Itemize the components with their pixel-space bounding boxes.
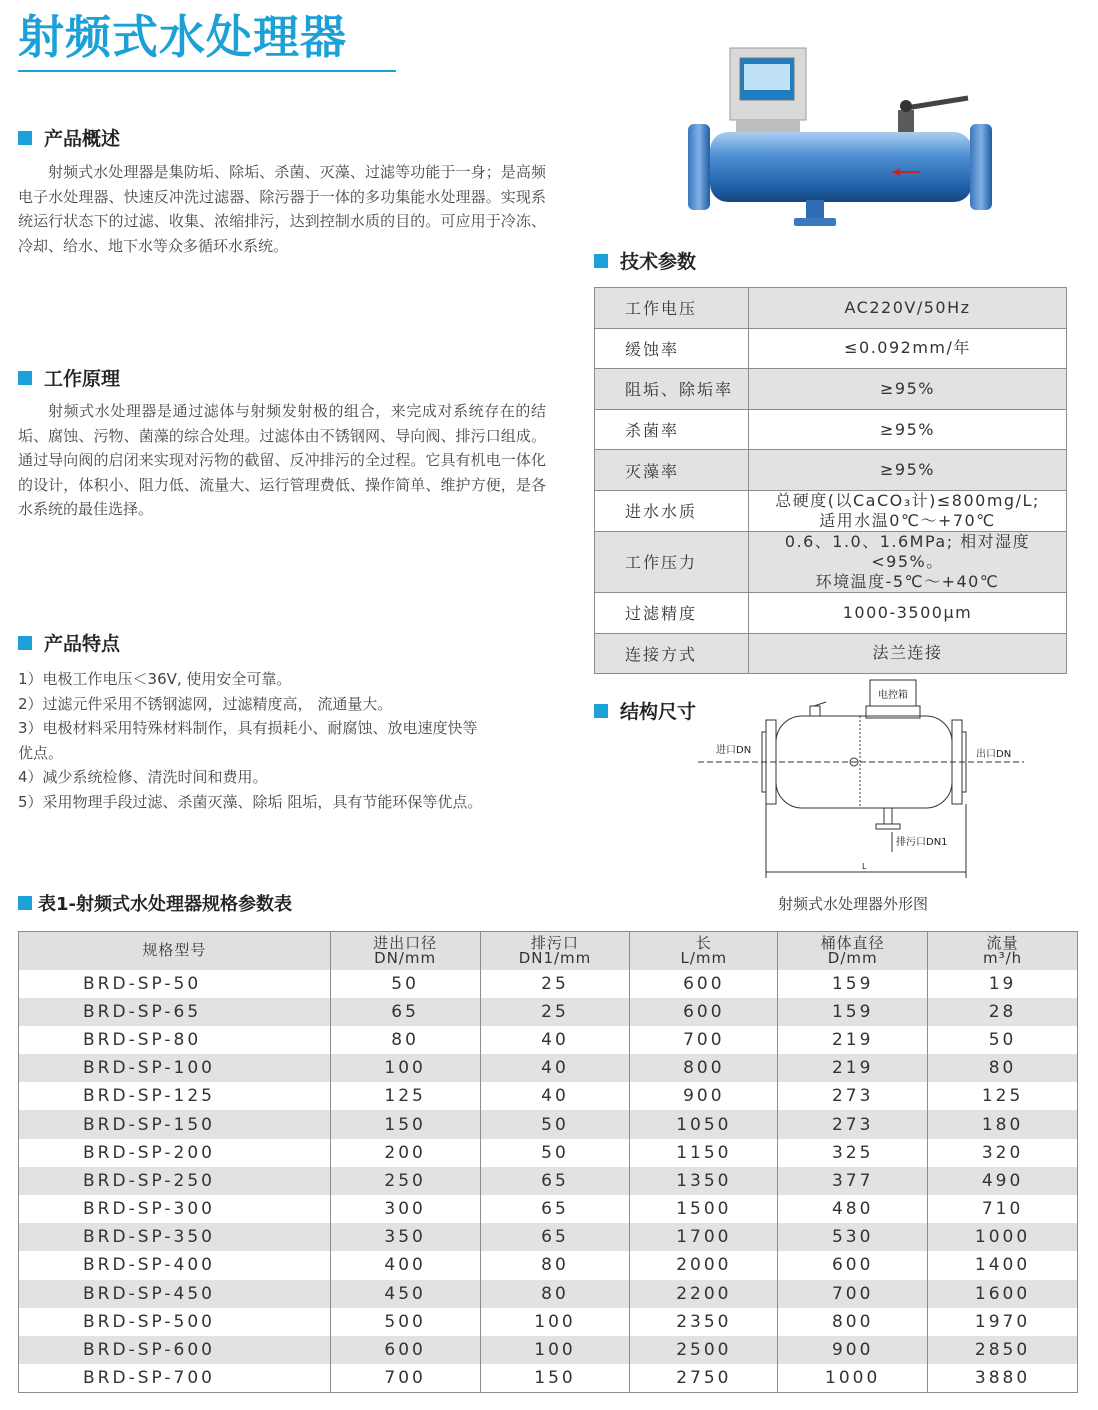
length-cell: 2500 <box>630 1336 778 1364</box>
model-cell: BRD-SP-200 <box>83 1142 215 1163</box>
section-marker-icon <box>594 704 608 718</box>
param-name: 杀菌率 <box>595 409 749 450</box>
param-value-line: 适用水温0℃～+70℃ <box>819 510 996 530</box>
table-row <box>595 288 1067 329</box>
flow-cell: 320 <box>928 1139 1078 1167</box>
table-row <box>19 1110 1078 1138</box>
diameter-cell: 273 <box>778 1110 928 1138</box>
param-name: 过滤精度 <box>595 592 749 633</box>
table-row <box>19 1336 1078 1364</box>
features-list <box>18 667 548 814</box>
diameter-cell: 273 <box>778 1082 928 1110</box>
diameter-cell: 219 <box>778 1026 928 1054</box>
table-row <box>595 328 1067 369</box>
drain-dn-cell: 80 <box>480 1251 630 1279</box>
model-cell: BRD-SP-300 <box>83 1199 215 1220</box>
drain-dn-cell: 65 <box>480 1167 630 1195</box>
feature-item: 3）电极材料采用特殊材料制作，具有损耗小、耐腐蚀、放电速度快等 <box>18 719 478 737</box>
inlet-dn-cell: 350 <box>330 1223 480 1251</box>
column-header: 排污口 DN1/mm <box>480 932 630 970</box>
page-title: 射频式水处理器 <box>18 10 347 64</box>
diameter-cell: 530 <box>778 1223 928 1251</box>
model-cell: BRD-SP-80 <box>83 1029 202 1050</box>
flow-cell: 490 <box>928 1167 1078 1195</box>
table-row <box>19 1139 1078 1167</box>
drain-dn-cell: 40 <box>480 1054 630 1082</box>
inlet-dn-cell: 500 <box>330 1308 480 1336</box>
product-photo <box>684 44 994 234</box>
section-marker-icon <box>594 254 608 268</box>
drain-dn-cell: 65 <box>480 1223 630 1251</box>
param-name: 进水水质 <box>595 490 749 531</box>
diagram-label-length: L <box>862 862 867 871</box>
title-underline <box>18 70 396 72</box>
param-value: 1000-3500μm <box>749 592 1067 633</box>
flow-cell: 1600 <box>928 1280 1078 1308</box>
model-cell: BRD-SP-250 <box>19 1167 331 1195</box>
inlet-dn-cell: 100 <box>330 1054 480 1082</box>
features-heading-text: 产品特点 <box>44 633 121 655</box>
feature-item: 1）电极工作电压＜36V, 使用安全可靠。 <box>18 670 292 688</box>
flow-cell: 2850 <box>928 1336 1078 1364</box>
model-cell: BRD-SP-100 <box>19 1054 331 1082</box>
table-row <box>19 1167 1078 1195</box>
flow-cell: 125 <box>928 1082 1078 1110</box>
drain-dn-cell: 100 <box>480 1308 630 1336</box>
table-row <box>19 1280 1078 1308</box>
tech-param-table <box>594 287 1067 674</box>
drain-dn-cell: 80 <box>480 1280 630 1308</box>
param-name: 灭藻率 <box>595 450 749 491</box>
column-header: 进出口径 DN/mm <box>330 932 480 970</box>
length-cell: 2200 <box>630 1280 778 1308</box>
flow-cell: 19 <box>928 970 1078 998</box>
inlet-dn-cell: 50 <box>330 970 480 998</box>
table-row <box>19 1251 1078 1279</box>
table-row <box>595 450 1067 491</box>
model-cell: BRD-SP-125 <box>83 1086 215 1107</box>
flow-cell: 180 <box>928 1110 1078 1138</box>
table-row <box>595 592 1067 633</box>
diagram-label-outlet: 出口DN <box>976 749 1012 760</box>
feature-item: 4）减少系统检修、清洗时间和费用。 <box>18 768 268 786</box>
param-name: 缓蚀率 <box>595 328 749 369</box>
model-cell: BRD-SP-65 <box>19 998 331 1026</box>
diameter-cell: 700 <box>778 1280 928 1308</box>
table-row <box>19 1054 1078 1082</box>
column-header: 桶体直径 D/mm <box>778 932 928 970</box>
table-row <box>595 369 1067 410</box>
diagram-label-drain: 排污口DN1 <box>896 837 948 848</box>
diameter-cell: 219 <box>778 1054 928 1082</box>
drain-dn-cell: 25 <box>480 998 630 1026</box>
flow-cell: 1970 <box>928 1308 1078 1336</box>
structure-diagram <box>694 676 1030 882</box>
drain-dn-cell: 65 <box>480 1195 630 1223</box>
param-value: 法兰连接 <box>749 633 1067 674</box>
table-row <box>595 531 1067 592</box>
param-name: 工作电压 <box>595 288 749 329</box>
param-value: ≥95% <box>749 369 1067 410</box>
section-marker-icon <box>18 896 32 910</box>
diameter-cell: 800 <box>778 1308 928 1336</box>
spec-table <box>18 931 1078 1393</box>
diameter-cell: 159 <box>778 970 928 998</box>
drain-dn-cell: 50 <box>480 1139 630 1167</box>
flow-cell: 28 <box>928 998 1078 1026</box>
inlet-dn-cell: 400 <box>330 1251 480 1279</box>
length-cell: 600 <box>630 998 778 1026</box>
diameter-cell: 600 <box>778 1251 928 1279</box>
param-name: 连接方式 <box>595 633 749 674</box>
param-value-line: 总硬度(以CaCO₃计)≤800mg/L; <box>775 490 1040 510</box>
inlet-dn-cell: 125 <box>330 1082 480 1110</box>
length-cell: 1050 <box>630 1110 778 1138</box>
length-cell: 1150 <box>630 1139 778 1167</box>
overview-heading <box>18 124 120 151</box>
table-row <box>19 1308 1078 1336</box>
diagram-caption: 射频式水处理器外形图 <box>778 895 929 913</box>
flow-cell: 710 <box>928 1195 1078 1223</box>
length-cell: 1500 <box>630 1195 778 1223</box>
tech-heading <box>594 247 696 274</box>
inlet-dn-cell: 65 <box>330 998 480 1026</box>
drain-dn-cell: 40 <box>480 1082 630 1110</box>
section-marker-icon <box>18 131 32 145</box>
inlet-dn-cell: 200 <box>330 1139 480 1167</box>
diameter-cell: 480 <box>778 1195 928 1223</box>
diameter-cell: 1000 <box>778 1364 928 1392</box>
diameter-cell: 159 <box>778 998 928 1026</box>
principle-heading <box>18 364 120 391</box>
param-name: 阻垢、除垢率 <box>595 369 749 410</box>
model-cell: BRD-SP-700 <box>83 1367 215 1388</box>
model-cell: BRD-SP-400 <box>83 1255 215 1276</box>
length-cell: 1700 <box>630 1223 778 1251</box>
section-marker-icon <box>18 636 32 650</box>
table-row <box>19 970 1078 998</box>
diagram-label-box: 电控箱 <box>878 690 908 701</box>
model-cell: BRD-SP-50 <box>83 973 202 994</box>
param-value-line: 环境温度-5℃～+40℃ <box>815 571 1000 591</box>
table-row <box>19 1223 1078 1251</box>
section-marker-icon <box>18 371 32 385</box>
overview-heading-text: 产品概述 <box>44 128 121 150</box>
flow-cell: 1000 <box>928 1223 1078 1251</box>
feature-item: 5）采用物理手段过滤、杀菌灭藻、除垢 阻垢，具有节能环保等优点。 <box>18 792 483 811</box>
inlet-dn-cell: 300 <box>330 1195 480 1223</box>
table-row <box>19 1364 1078 1392</box>
feature-item: 2）过滤元件采用不锈钢滤网，过滤精度高， 流通量大。 <box>18 694 393 713</box>
drain-dn-cell: 25 <box>480 970 630 998</box>
table-row <box>19 1195 1078 1223</box>
param-value: AC220V/50Hz <box>749 288 1067 329</box>
model-cell: BRD-SP-350 <box>19 1223 331 1251</box>
length-cell: 900 <box>630 1082 778 1110</box>
param-value: ≤0.092mm/年 <box>749 328 1067 369</box>
diagram-label-inlet: 进口DN <box>716 745 752 756</box>
drain-dn-cell: 100 <box>480 1336 630 1364</box>
table-row <box>19 1026 1078 1054</box>
flow-cell: 3880 <box>928 1364 1078 1392</box>
table-row <box>19 1082 1078 1110</box>
overview-text: 射频式水处理器是集防垢、除垢、杀菌、灭藻、过滤等功能于一身；是高频电子水处理器、快速反冲洗过滤器、除污器于一体的多功集能水处理器。实现系统运行状态下的过滤、收集、浓缩排污，达到控制水质的目的。可应用于冷冻、冷却、给水、地下水等众多循环水系统。 <box>18 163 546 255</box>
spec-table-body <box>19 970 1078 1393</box>
tech-heading-text: 技术参数 <box>620 251 697 273</box>
param-value <box>749 490 1067 531</box>
structure-heading <box>594 697 696 724</box>
drain-dn-cell: 50 <box>480 1110 630 1138</box>
drain-dn-cell: 40 <box>480 1026 630 1054</box>
table-row <box>595 490 1067 531</box>
model-cell: BRD-SP-500 <box>83 1311 215 1332</box>
model-cell: BRD-SP-600 <box>19 1336 331 1364</box>
param-name: 工作压力 <box>595 531 749 592</box>
principle-heading-text: 工作原理 <box>44 368 121 390</box>
param-value: ≥95% <box>749 409 1067 450</box>
features-heading <box>18 629 120 656</box>
model-cell: BRD-SP-450 <box>19 1280 331 1308</box>
length-cell: 1350 <box>630 1167 778 1195</box>
flow-cell: 1400 <box>928 1251 1078 1279</box>
length-cell: 800 <box>630 1054 778 1082</box>
column-header: 规格型号 <box>19 932 331 970</box>
column-header: 长 L/mm <box>630 932 778 970</box>
diameter-cell: 325 <box>778 1139 928 1167</box>
inlet-dn-cell: 250 <box>330 1167 480 1195</box>
param-value-line: 0.6、1.0、1.6MPa; 相对湿度<95%。 <box>784 531 1031 571</box>
inlet-dn-cell: 80 <box>330 1026 480 1054</box>
structure-heading-text: 结构尺寸 <box>620 701 697 723</box>
inlet-dn-cell: 600 <box>330 1336 480 1364</box>
drain-dn-cell: 150 <box>480 1364 630 1392</box>
length-cell: 600 <box>630 970 778 998</box>
spec-table-title-text: 表1-射频式水处理器规格参数表 <box>38 894 292 915</box>
diameter-cell: 900 <box>778 1336 928 1364</box>
inlet-dn-cell: 700 <box>330 1364 480 1392</box>
length-cell: 2750 <box>630 1364 778 1392</box>
inlet-dn-cell: 450 <box>330 1280 480 1308</box>
inlet-dn-cell: 150 <box>330 1110 480 1138</box>
spec-table-title <box>18 890 292 916</box>
param-value: ≥95% <box>749 450 1067 491</box>
flow-cell: 80 <box>928 1054 1078 1082</box>
table-row <box>595 409 1067 450</box>
flow-cell: 50 <box>928 1026 1078 1054</box>
length-cell: 2350 <box>630 1308 778 1336</box>
table-row <box>595 633 1067 674</box>
diameter-cell: 377 <box>778 1167 928 1195</box>
length-cell: 700 <box>630 1026 778 1054</box>
table-header-row <box>19 932 1078 970</box>
column-header: 流量 m³/h <box>928 932 1078 970</box>
param-value <box>749 531 1067 592</box>
model-cell: BRD-SP-150 <box>19 1110 331 1138</box>
table-row <box>19 998 1078 1026</box>
principle-text: 射频式水处理器是通过滤体与射频发射极的组合，来完成对系统存在的结垢、腐蚀、污物、菌藻的综合处理。过滤体由不锈钢网、导向阀、排污口组成。通过导向阀的启闭来实现对污物的截留、反冲排污的全过程。它具有机电一体化的设计，体积小、阻力低、流量大、运行管理费低、操作简单、维护方便，是各水系统的最佳选择。 <box>18 402 546 518</box>
length-cell: 2000 <box>630 1251 778 1279</box>
feature-item: 优点。 <box>18 743 64 762</box>
